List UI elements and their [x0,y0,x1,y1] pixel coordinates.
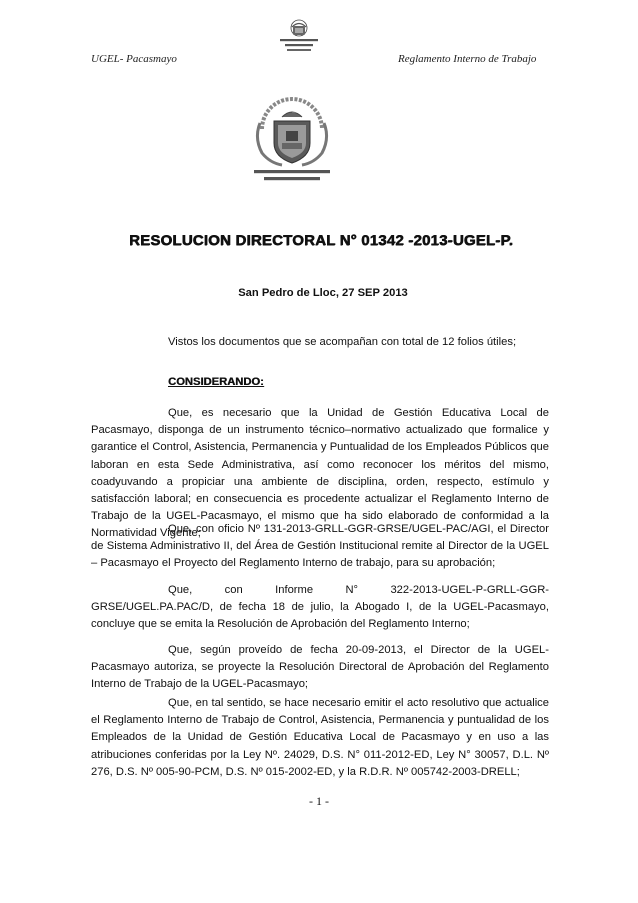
place-date: San Pedro de Lloc, 27 SEP 2013 [238,287,408,299]
vistos-line: Vistos los documentos que se acompañan con total de 12 folios útiles; [168,336,517,348]
top-emblem-logo [277,18,321,62]
paragraph-4: Que, según proveído de fecha 20-09-2013, el Director de la UGEL-Pacasmayo autoriza, se proyecte la Resolución Directoral de Aprobación del Reglamento Interno de Trabajo de la UGEL-Pacasmayo; [91,644,549,691]
resolution-title: RESOLUCION DIRECTORAL N° 01342 -2013-UGEL-P. [128,232,514,249]
logo-arc-text: FIRME Y FELIZ POR LA UNIÓN [292,113,307,114]
paragraph-5: Que, en tal sentido, se hace necesario emitir el acto resolutivo que actualice el Reglamento Interno de Trabajo de Control, Asistencia, Permanencia y puntualidad de los Empleados de la Unidad de Gestión Educativa Local de Pacasmayo y en uso a las atribuciones conferidas por la Ley Nº. 24029, D.S. N° 011-2012-ED, Ley N° 30057, D.L. Nº 276, D.S. Nº 005-90-PCM, D.S. Nº 015-2002-ED, y la R.D.R. Nº 005742-2003-DRELL; [91,697,549,778]
page-number: - 1 - [309,794,329,808]
header-left: UGEL- Pacasmayo [91,53,177,65]
considerando-heading: CONSIDERANDO: [168,376,264,388]
paragraph-2: Que, con oficio Nº 131-2013-GRLL-GGR-GRSE/UGEL-PAC/AGI, el Director de Sistema Administrativo II, del Área de Gestión Institucional remite al Director de la UGEL – Pacasmayo el Proyecto del Reglamento Interno de trabajo, para su aprobación; [91,523,549,570]
paragraph-3: Que, con Informe N° 322-2013-UGEL-P-GRLL-GGR-GRSE/UGEL.PA.PAC/D, de fecha 18 de julio, la Abogado I, de la UGEL-Pacasmayo, concluye que se emita la Resolución de Aprobación del Reglamento Interno; [91,584,549,631]
header-right: Reglamento Interno de Trabajo [398,53,537,65]
gerencia-regional-educacion-logo [242,93,342,189]
paragraph-1: Que, es necesario que la Unidad de Gestión Educativa Local de Pacasmayo, disponga de un instrumento técnico–normativo actualizado que formalice y garantice el Control, Asistencia, Permanencia y Puntualidad de los Empleados Públicos que laboran en esta Sede Administrativa, así como reconocer los méritos del mismo, coadyuvando a propiciar una ambiente de disciplina, orden, respecto, estímulo y satisfacción laboral; en consecuencia es procedente actualizar el Reglamento Interno de Trabajo de la UGEL-Pacasmayo, el mismo que ha sido elaborado de conformidad a la Normatividad Vigente; [91,407,549,540]
